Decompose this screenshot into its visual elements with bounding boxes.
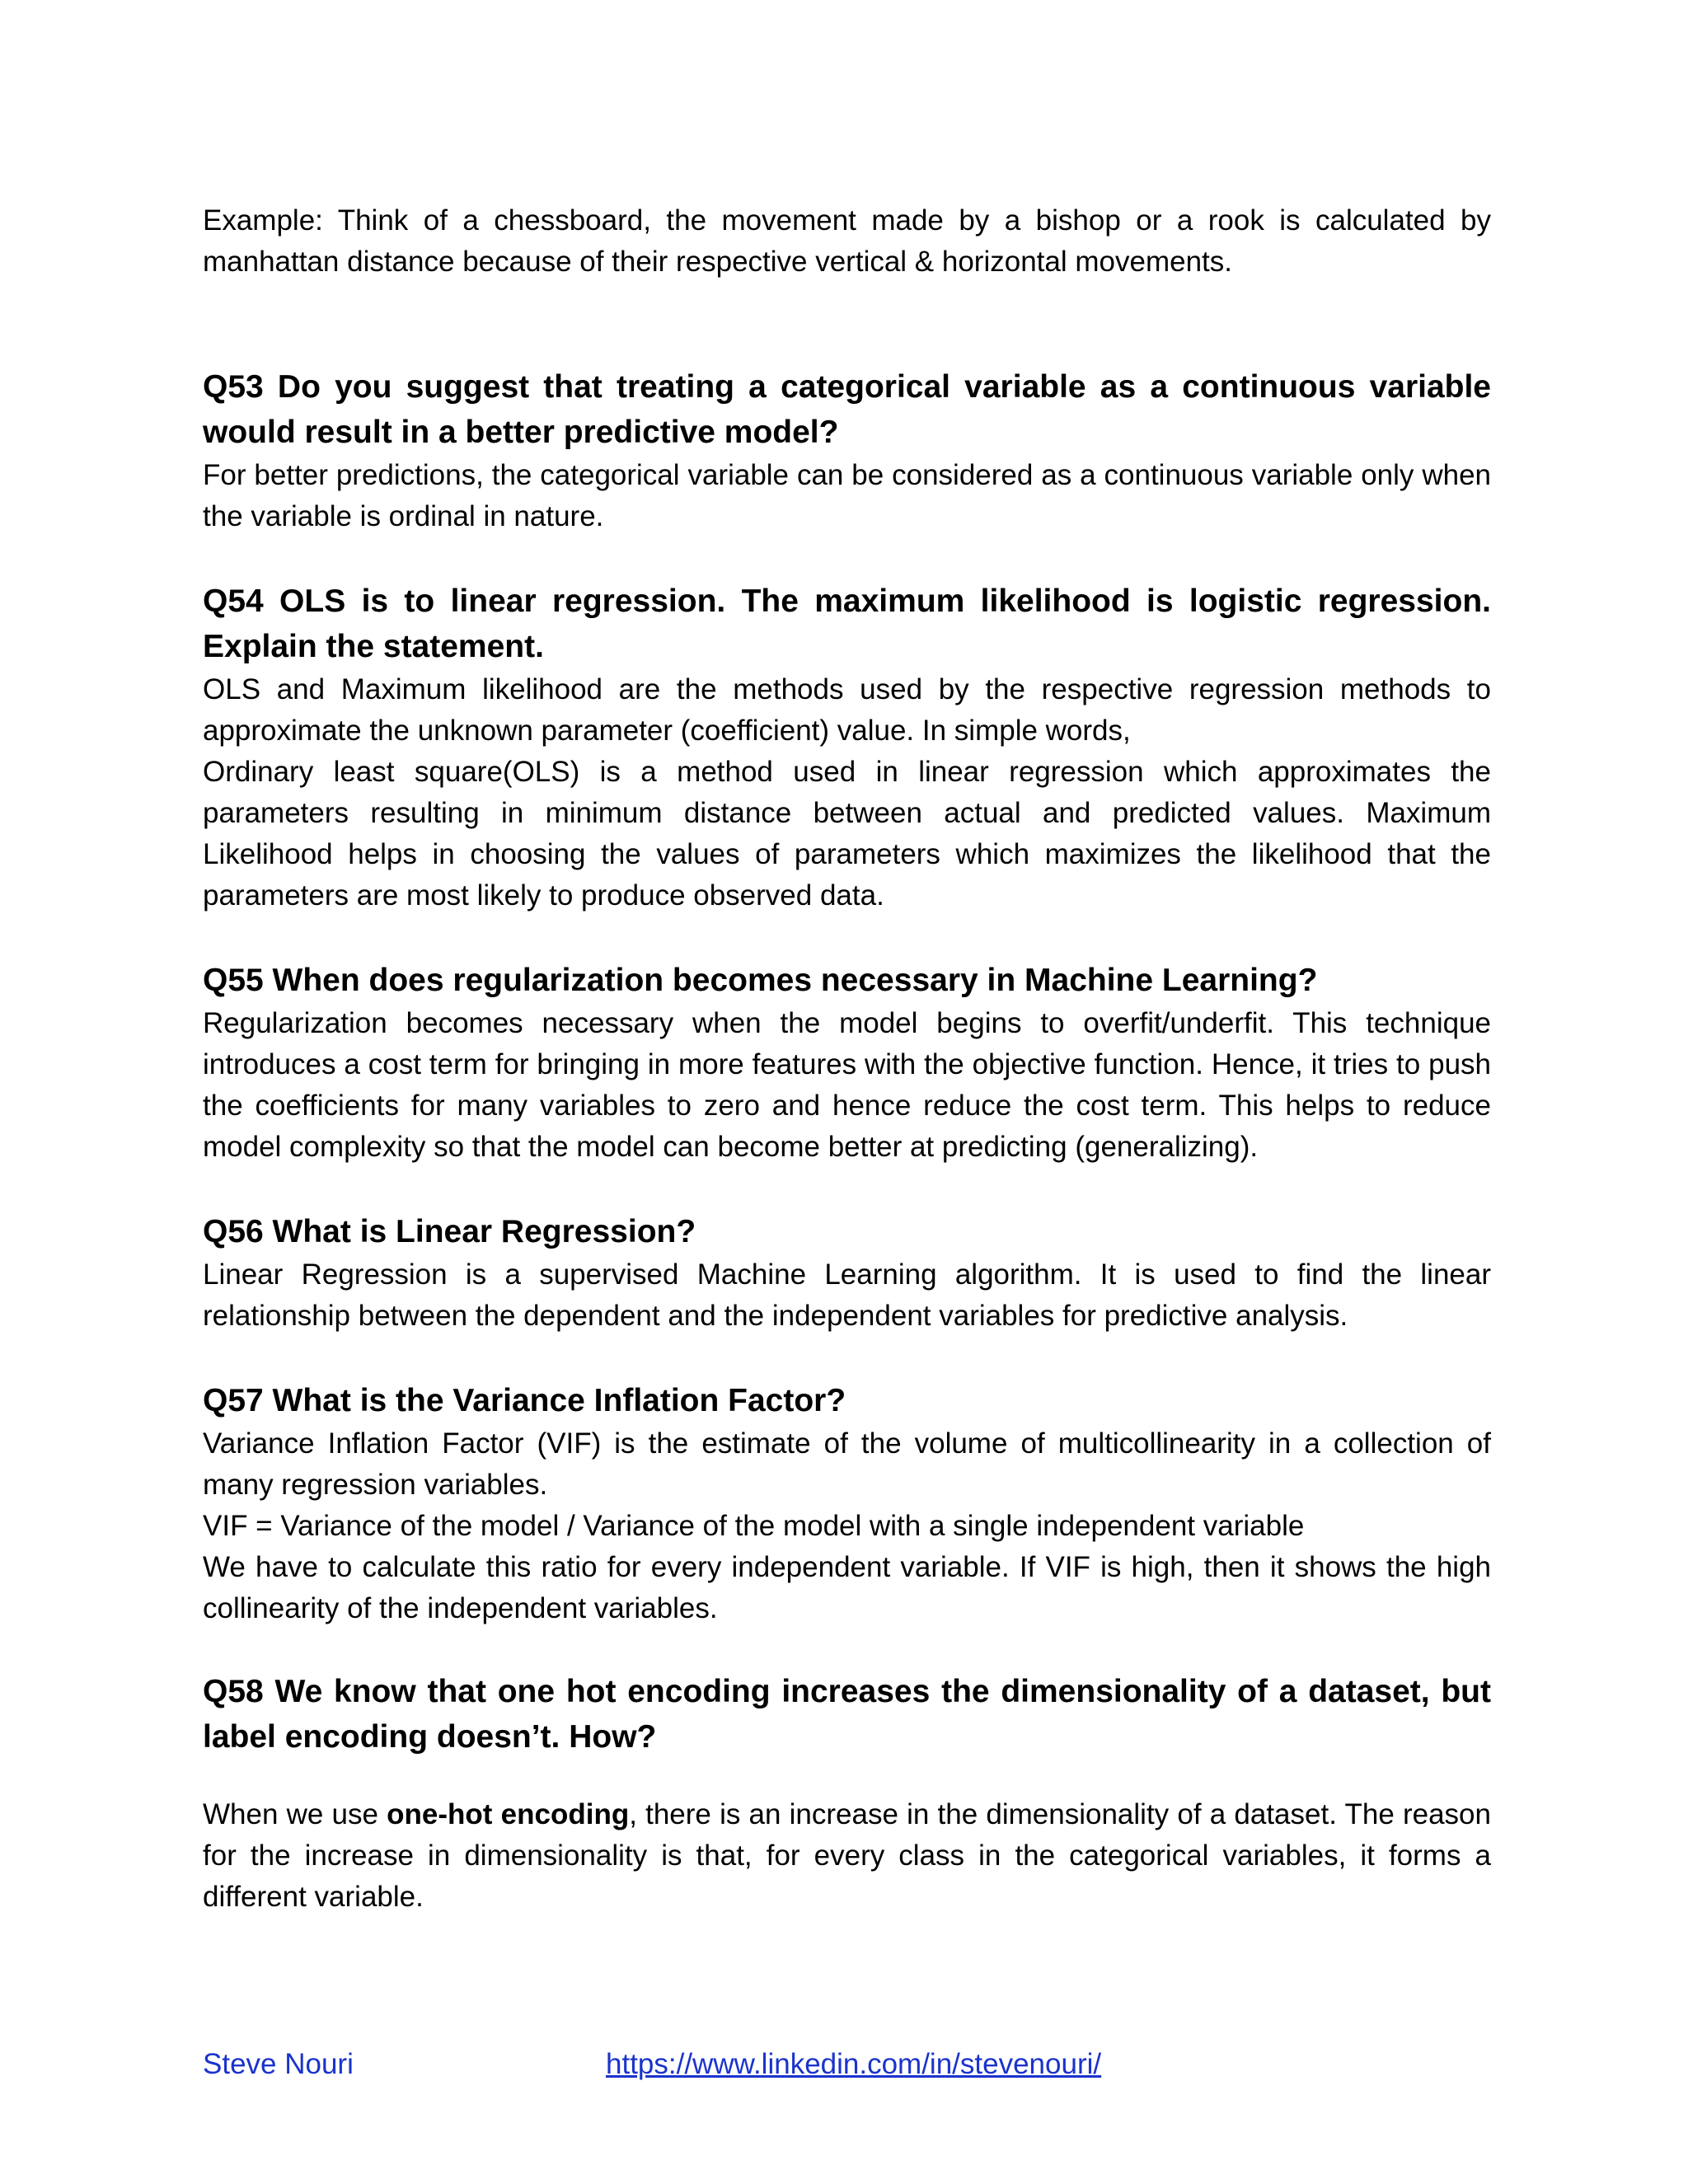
q58-answer-prefix: When we use: [203, 1798, 387, 1830]
q56-answer: Linear Regression is a supervised Machine Learning algorithm. It is used to find the linear relationship between the dependent and the independent variables for predictive analysis.: [203, 1258, 1491, 1332]
q56-heading: Q56 What is Linear Regression?: [203, 1214, 696, 1249]
q58-answer-suffix: , there is an increase in the dimensionality of a dataset. The reason for the increase in dimensionality is that, for every class in the categorical variables, it forms a different variable.: [203, 1798, 1491, 1913]
q57-answer-part-1: Variance Inflation Factor (VIF) is the estimate of the volume of multicollinearity in a collection of many regression variables.: [203, 1427, 1491, 1501]
page-content: [203, 200, 1491, 1918]
q55-answer: Regularization becomes necessary when the model begins to overfit/underfit. This technique introduces a cost term for bringing in more features with the objective function. Hence, it tries to push the coefficients for many variables to zero and hence reduce the cost term. This helps to reduce model complexity so that the model can become better at predicting (generalizing).: [203, 1007, 1491, 1163]
q57-heading: Q57 What is the Variance Inflation Factor?: [203, 1383, 846, 1418]
spacer: [203, 537, 1491, 579]
q58-answer: [203, 1794, 1491, 1918]
spacer: [203, 1168, 1491, 1209]
q54-heading: Q54 OLS is to linear regression. The maximum likelihood is logistic regression. Explain the statement.: [203, 583, 1491, 664]
page-footer: [203, 2044, 1491, 2085]
spacer: [203, 1760, 1491, 1794]
spacer: [203, 1337, 1491, 1378]
spacer: [203, 283, 1491, 364]
q55-heading: Q55 When does regularization becomes necessary in Machine Learning?: [203, 963, 1318, 998]
q57-answer-part-3: We have to calculate this ratio for every independent variable. If VIF is high, then it shows the high collinearity of the independent variables.: [203, 1551, 1491, 1624]
q58-answer-emphasis: one-hot encoding: [387, 1798, 630, 1830]
footer-linkedin-link[interactable]: https://www.linkedin.com/in/stevenouri/: [606, 2048, 1102, 2080]
q53-answer: For better predictions, the categorical variable can be considered as a continuous variable only when the variable is ordinal in nature.: [203, 459, 1491, 532]
spacer: [203, 1629, 1491, 1669]
spacer: [203, 916, 1491, 958]
footer-author-name: Steve Nouri: [203, 2048, 354, 2080]
intro-example-text: Example: Think of a chessboard, the movement made by a bishop or a rook is calculated by manhattan distance because of their respective vertical & horizontal movements.: [203, 204, 1491, 278]
q54-answer-part-2: Ordinary least square(OLS) is a method used in linear regression which approximates the parameters resulting in minimum distance between actual and predicted values. Maximum Likelihood helps in choosing the values of parameters which maximizes the likelihood that the parameters are most likely to produce observed data.: [203, 756, 1491, 912]
q53-heading: Q53 Do you suggest that treating a categorical variable as a continuous variable would result in a better predictive model?: [203, 369, 1491, 450]
q57-vif-formula: VIF = Variance of the model / Variance of the model with a single independent variable: [203, 1510, 1305, 1542]
q58-heading: Q58 We know that one hot encoding increases the dimensionality of a dataset, but label encoding doesn’t. How?: [203, 1674, 1491, 1755]
q54-answer-part-1: OLS and Maximum likelihood are the methods used by the respective regression methods to approximate the unknown parameter (coefficient) value. In simple words,: [203, 673, 1491, 747]
